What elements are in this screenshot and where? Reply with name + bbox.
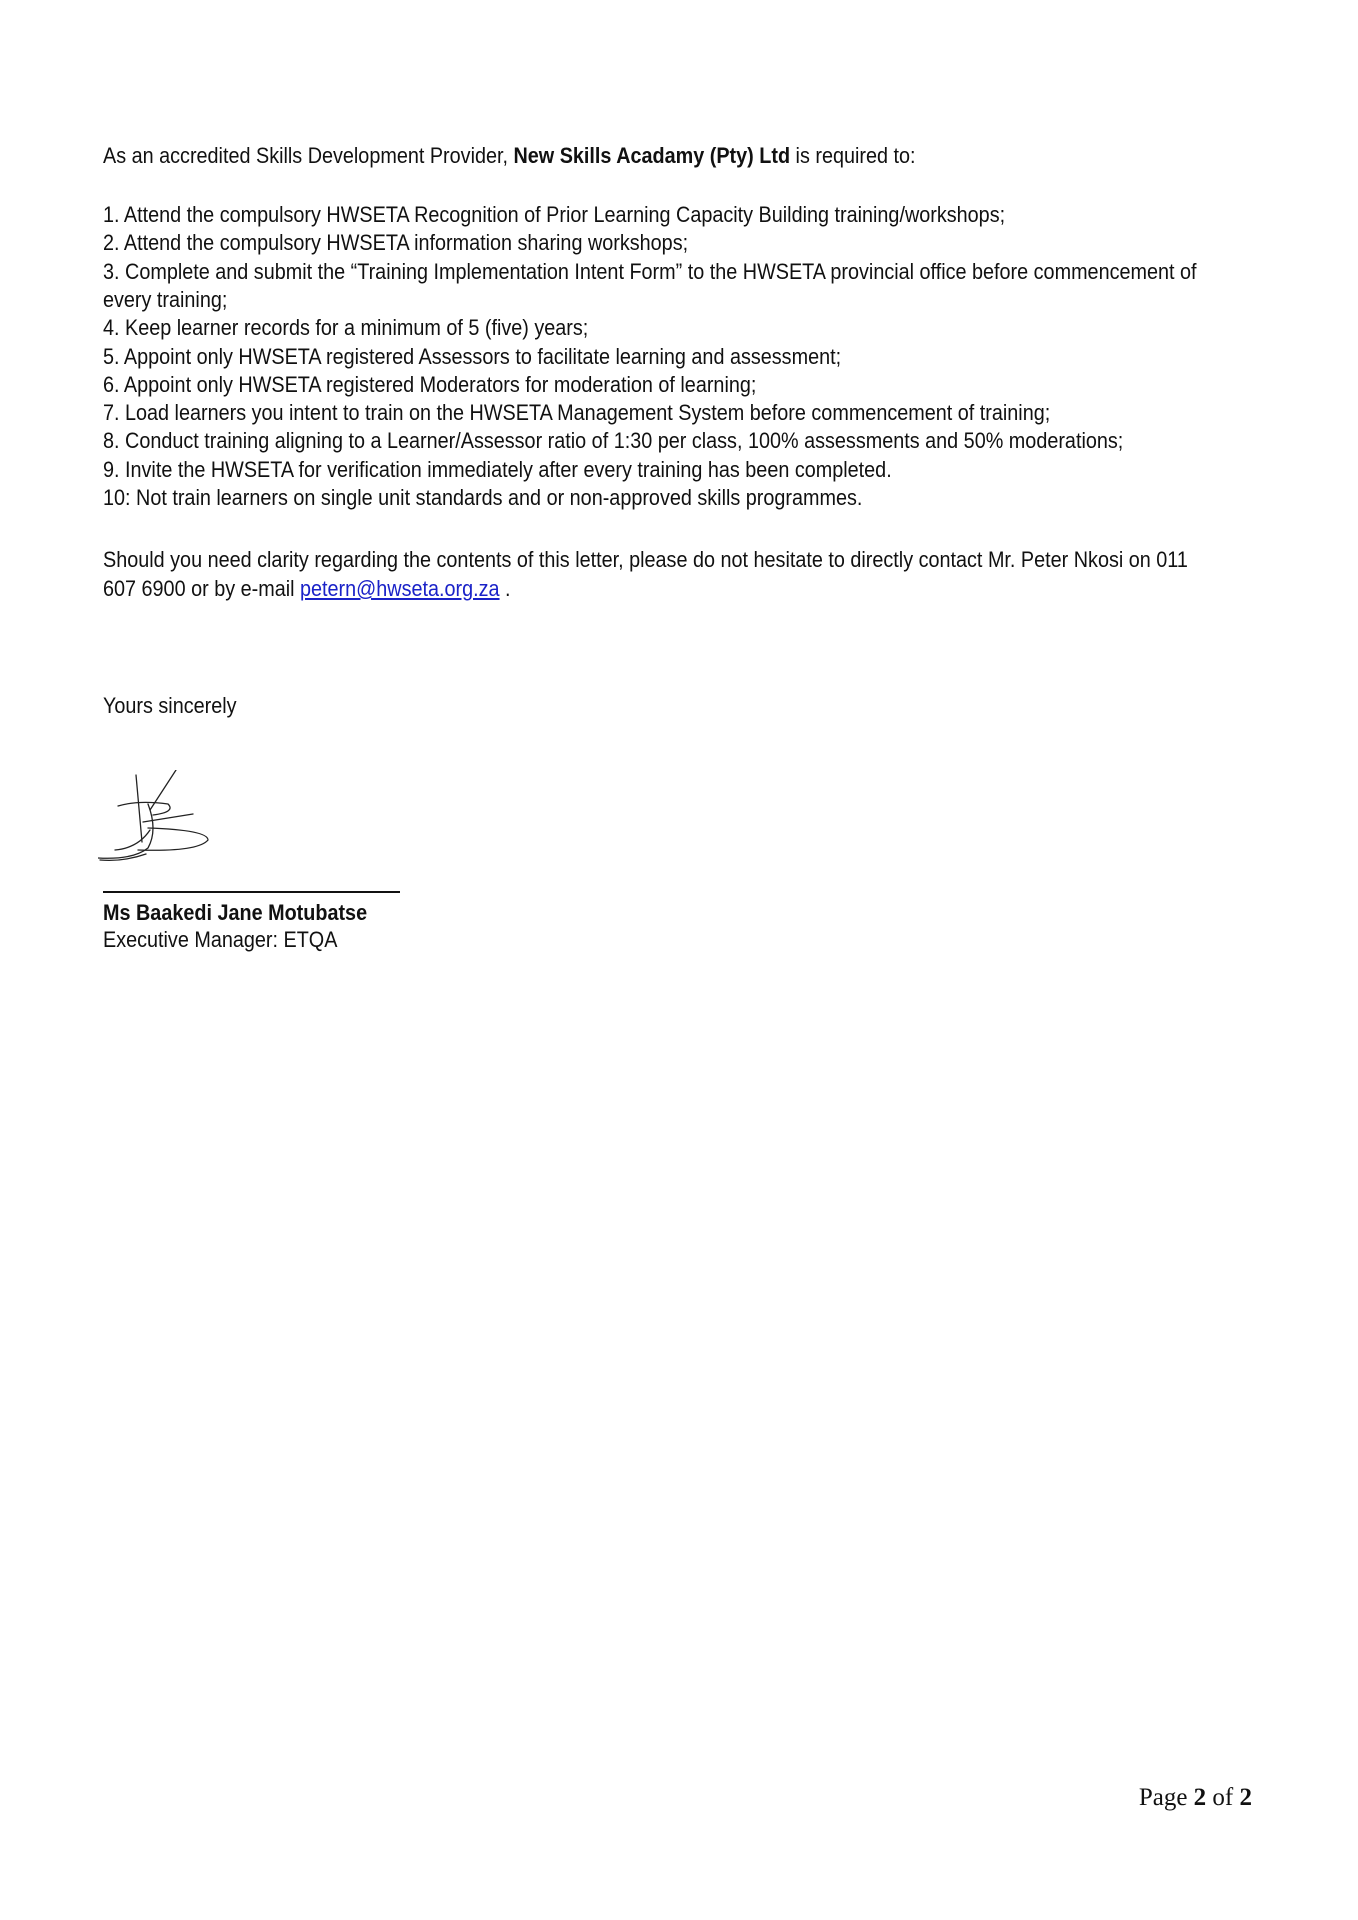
salutation: Yours sincerely — [103, 693, 237, 718]
page-total: 2 — [1239, 1784, 1252, 1811]
signature-image — [98, 770, 228, 865]
requirement-item-continuation: every training; — [103, 287, 228, 312]
signatory-name: Ms Baakedi Jane Motubatse — [103, 900, 368, 925]
intro-text: As an accredited Skills Development Provider, — [103, 143, 514, 168]
requirement-item: 6. Appoint only HWSETA registered Moderators for moderation of learning; — [103, 372, 757, 397]
requirement-item: 4. Keep learner records for a minimum of 5 (five) years; — [103, 315, 589, 340]
page-number — [1139, 1784, 1252, 1812]
signature-line — [103, 891, 400, 893]
company-name: New Skills Acadamy (Pty) Ltd — [513, 143, 791, 168]
requirement-item: 2. Attend the compulsory HWSETA information sharing workshops; — [103, 230, 689, 255]
requirement-item: 8. Conduct training aligning to a Learner/Assessor ratio of 1:30 per class, 100% assessments and 50% moderations; — [103, 428, 1124, 453]
contact-line-1: Should you need clarity regarding the contents of this letter, please do not hesitate to directly contact Mr. Peter Nkosi on 011 — [103, 547, 1188, 572]
requirement-item: 9. Invite the HWSETA for verification immediately after every training has been completed. — [103, 457, 892, 482]
intro-text-end: is required to: — [790, 143, 916, 168]
requirement-item: 1. Attend the compulsory HWSETA Recognition of Prior Learning Capacity Building training/workshops; — [103, 202, 1006, 227]
of-label: of — [1206, 1784, 1240, 1811]
page-current: 2 — [1193, 1784, 1207, 1811]
requirement-item: 3. Complete and submit the “Training Implementation Intent Form” to the HWSETA provincial office before commencement of — [103, 259, 1197, 284]
contact-line-2 — [103, 578, 511, 600]
contact-text: 607 6900 or by e-mail — [103, 576, 301, 601]
requirement-item: 10: Not train learners on single unit standards and or non-approved skills programmes. — [103, 485, 863, 510]
email-link[interactable]: petern@hwseta.org.za — [300, 576, 500, 601]
requirement-item: 5. Appoint only HWSETA registered Assessors to facilitate learning and assessment; — [103, 344, 842, 369]
intro-paragraph — [103, 145, 916, 167]
page-label: Page — [1138, 1784, 1194, 1811]
signatory-title: Executive Manager: ETQA — [103, 927, 338, 952]
requirement-item: 7. Load learners you intent to train on the HWSETA Management System before commencement of training; — [103, 400, 1051, 425]
contact-text-end: . — [499, 576, 511, 601]
